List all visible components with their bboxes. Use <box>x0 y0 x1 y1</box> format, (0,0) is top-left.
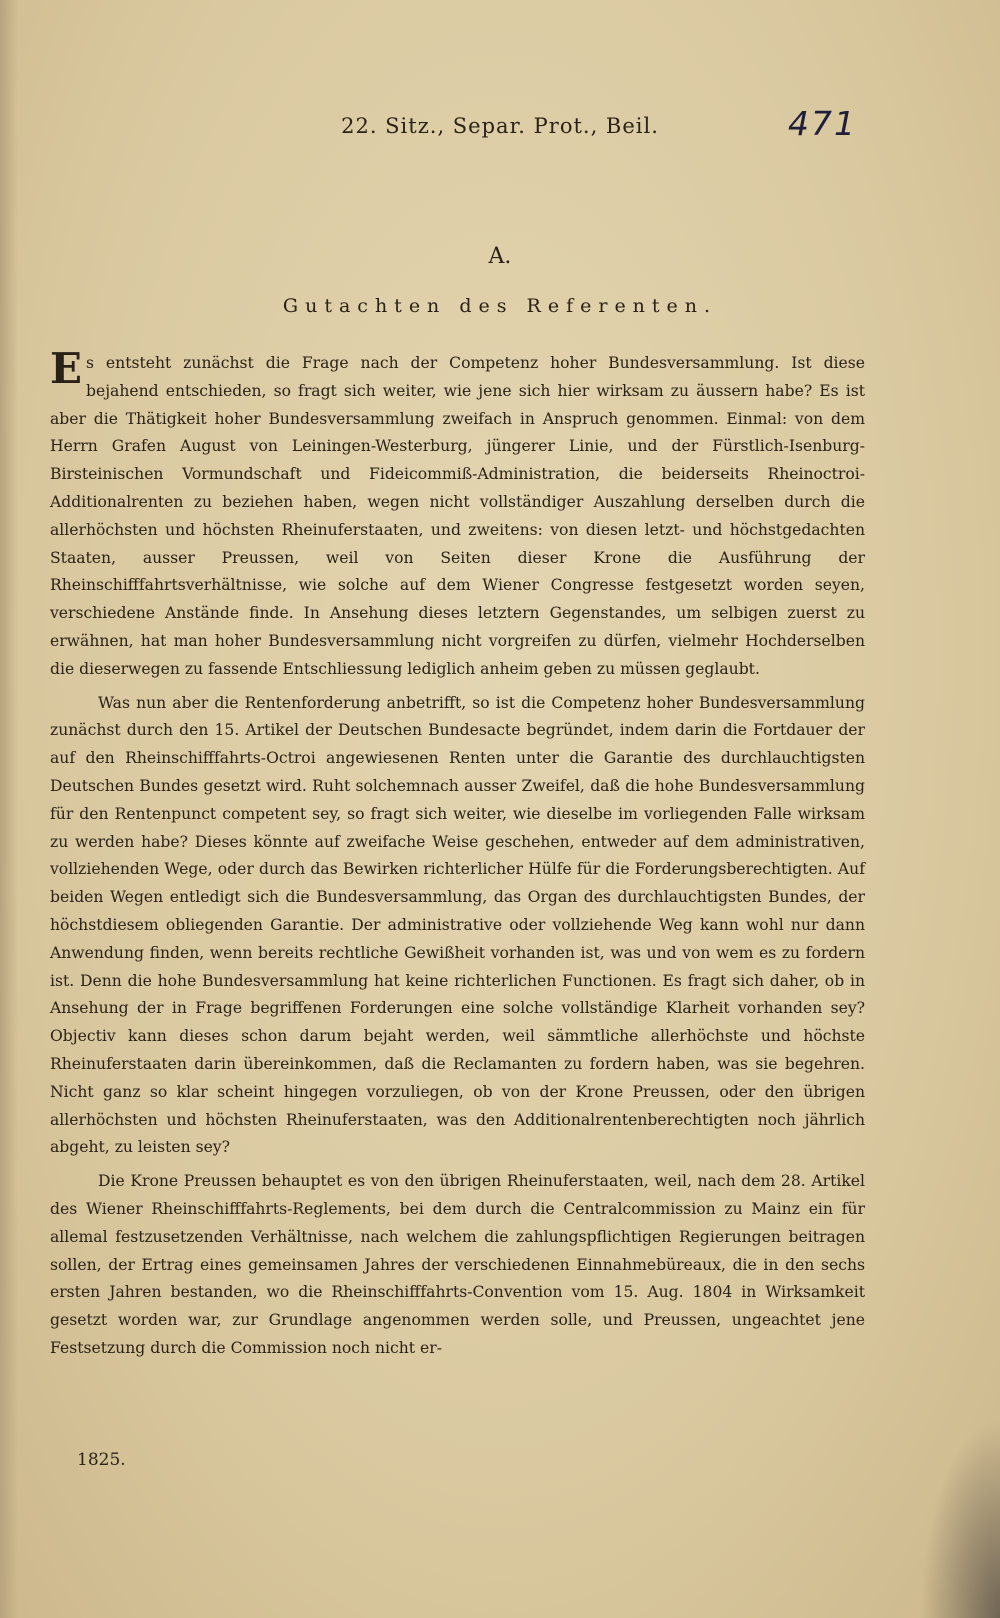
page-number: 471 <box>788 104 857 143</box>
paragraph-text: Die Krone Preussen behauptet es von den übrigen Rheinuferstaaten, weil, nach dem 28. Artikel des Wiener Rheinschifffahrts-Reglements, bei dem durch die Centralcommission zu Mainz ein für allemal festzusetzenden Verhältnisse, nach welchem die zahlungspflichtigen Regierungen beitragen sollen, der Ertrag eines gemeinsamen Jahres der verschiedenen Einnahmebüreaux, die in den sechs ersten Jahren bestanden, wo die Rheinschifffahrts-Convention vom 15. Aug. 1804 in Wirksamkeit gesetzt worden war, zur Grundlage angenommen werden solle, und Preussen, ungeachtet jene Festsetzung durch die Commission noch nicht er- <box>50 1172 865 1357</box>
signature-mark: 1825. <box>77 1450 126 1470</box>
paragraph-text: Was nun aber die Rentenforderung anbetrifft, so ist die Competenz hoher Bundesversammlung zunächst durch den 15. Artikel der Deutschen Bundesacte begründet, indem darin die Fortdauer der auf den Rheinschifffahrts-Octroi angewiesenen Renten unter die Garantie des durchlauchtigsten Deutschen Bundes gesetzt wird. Ruht solchemnach ausser Zweifel, daß die hohe Bundesversammlung für den Rentenpunct competent sey, so fragt sich weiter, wie dieselbe im vorliegenden Falle wirksam zu werden habe? Dieses könnte auf zweifache Weise geschehen, entweder auf dem administrativen, vollziehenden Wege, oder durch das Bewirken richterlicher Hülfe für die Forderungsberechtigten. Auf beiden Wegen entledigt sich die Bundesversammlung, das Organ des durchlauchtigsten Bundes, der höchstdiesem obliegenden Garantie. Der administrative oder vollziehende Weg kann wohl nur dann Anwendung finden, wenn bereits rechtliche Gewißheit vorhanden ist, was und von wem es zu fordern ist. Denn die hohe Bundesversammlung hat keine richterlichen Functionen. Es fragt sich daher, ob in Ansehung der in Frage begriffenen Forderungen eine solche vollständige Klarheit vorhanden sey? Objectiv kann dieses schon darum bejaht werden, weil sämmtliche allerhöchste und höchste Rheinuferstaaten darin übereinkommen, daß die Reclamanten zu fordern haben, was sie begehren. Nicht ganz so klar scheint hingegen vorzuliegen, ob von der Krone Preussen, oder den übrigen allerhöchsten und höchsten Rheinuferstaaten, was den Additionalrentenberechtigten noch jährlich abgeht, zu leisten sey? <box>50 693 865 1157</box>
page-smudge <box>920 1418 1000 1618</box>
page-edge-shadow <box>0 0 18 1618</box>
section-title: Gutachten des Referenten. <box>282 295 718 317</box>
paragraph-text: s entsteht zunächst die Frage nach der Competenz hoher Bundesversammlung. Ist diese bejahend entschieden, so fragt sich weiter, wie jene sich hier wirksam zu äussern habe? Es ist aber die Thätigkeit hoher Bundesversammlung zweifach in Anspruch genommen. Einmal: von dem Herrn Grafen August von Leiningen-Westerburg, jüngerer Linie, und der Fürstlich-Isenburg-Birsteinischen Vormundschaft und Fideicommiß-Administration, die beiderseits Rheinoctroi-Additionalrenten zu beziehen haben, wegen nicht vollständiger Auszahlung derselben durch die allerhöchsten und höchsten Rheinuferstaaten, und zweitens: von diesen letzt- und höchstgedachten Staaten, ausser Preussen, weil von Seiten dieser Krone die Ausführung der Rheinschifffahrtsverhältnisse, wie solche auf dem Wiener Congresse festgesetzt worden seyen, verschiedene Anstände finde. In Ansehung dieses letztern Gegenstandes, um selbigen zuerst zu erwähnen, hat man hoher Bundesversammlung nicht vorgreifen zu dürfen, vielmehr Hochderselben die dieserwegen zu fassende Entschliessung lediglich anheim geben zu müssen geglaubt. <box>50 354 865 678</box>
drop-cap: E <box>50 344 83 393</box>
paragraph <box>50 344 865 684</box>
paragraph <box>50 690 865 1163</box>
section-letter: A. <box>488 244 512 269</box>
running-title: 22. Sitz., Separ. Prot., Beil. <box>341 114 659 138</box>
paragraph <box>50 1168 865 1363</box>
body-text <box>50 344 865 1369</box>
